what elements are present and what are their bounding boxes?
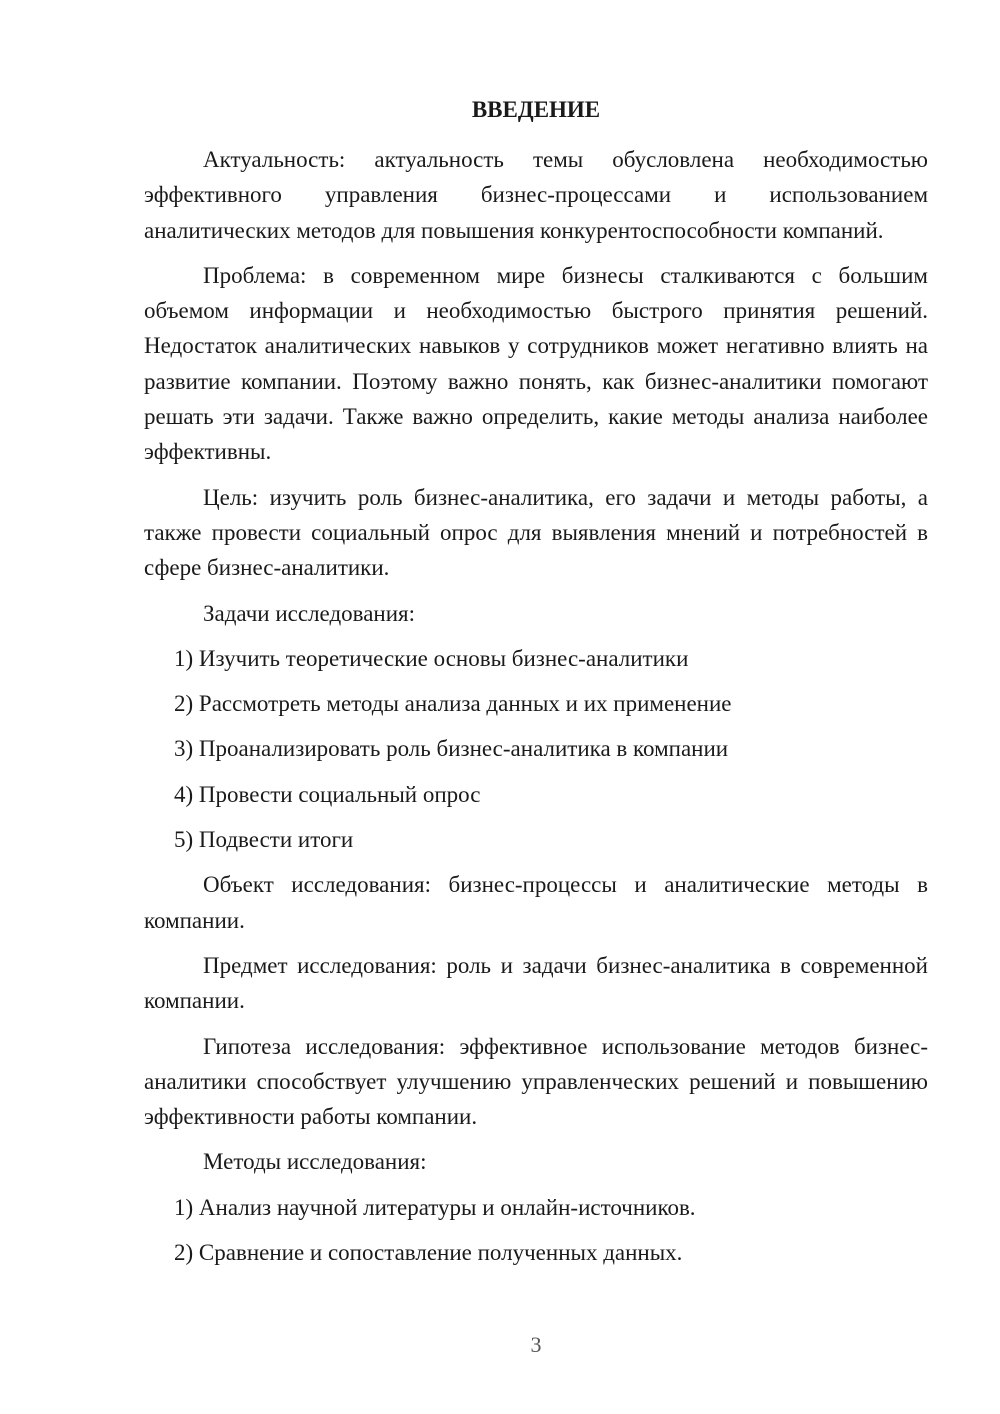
list-item: 5) Подвести итоги xyxy=(174,827,354,853)
object-paragraph: Объект исследования: бизнес-процессы и аналитические методы в компании. xyxy=(144,872,928,933)
page-content xyxy=(144,92,928,1280)
methods-heading: Методы исследования: xyxy=(203,1149,427,1175)
page-number: 3 xyxy=(530,1332,542,1357)
methods-list xyxy=(144,1190,928,1271)
relevance-paragraph: Актуальность: актуальность темы обусловлена необходимостью эффективного управления бизнес-процессами и использованием аналитических методов для повышения конкурентоспособности компаний. xyxy=(144,147,928,243)
list-item: 3) Проанализировать роль бизнес-аналитика в компании xyxy=(174,736,729,762)
list-item: 4) Провести социальный опрос xyxy=(174,781,481,807)
list-item: 1) Анализ научной литературы и онлайн-источников. xyxy=(174,1194,696,1220)
section-title: ВВЕДЕНИЕ xyxy=(471,97,601,122)
goal-paragraph: Цель: изучить роль бизнес-аналитика, его задачи и методы работы, а также провести социальный опрос для выявления мнений и потребностей в сфере бизнес-аналитики. xyxy=(144,484,928,581)
hypothesis-paragraph: Гипотеза исследования: эффективное использование методов бизнес-аналитики способствует улучшению управленческих решений и повышению эффективности работы компании. xyxy=(144,1033,928,1130)
problem-paragraph: Проблема: в современном мире бизнесы сталкиваются с большим объемом информации и необходимостью быстрого принятия решений. Недостаток аналитических навыков у сотрудников может негативно влиять на развитие компании. Поэтому важно понять, как бизнес-аналитики помогают решать эти задачи. Также важно определить, какие методы анализа наиболее эффективны. xyxy=(144,262,928,465)
tasks-list xyxy=(144,641,928,857)
list-item: 2) Сравнение и сопоставление полученных данных. xyxy=(174,1240,683,1266)
list-item: 1) Изучить теоретические основы бизнес-аналитики xyxy=(174,645,689,671)
list-item: 2) Рассмотреть методы анализа данных и их применение xyxy=(174,691,732,717)
subject-paragraph: Предмет исследования: роль и задачи бизнес-аналитика в современной компании. xyxy=(144,952,928,1014)
tasks-heading: Задачи исследования: xyxy=(203,600,416,626)
